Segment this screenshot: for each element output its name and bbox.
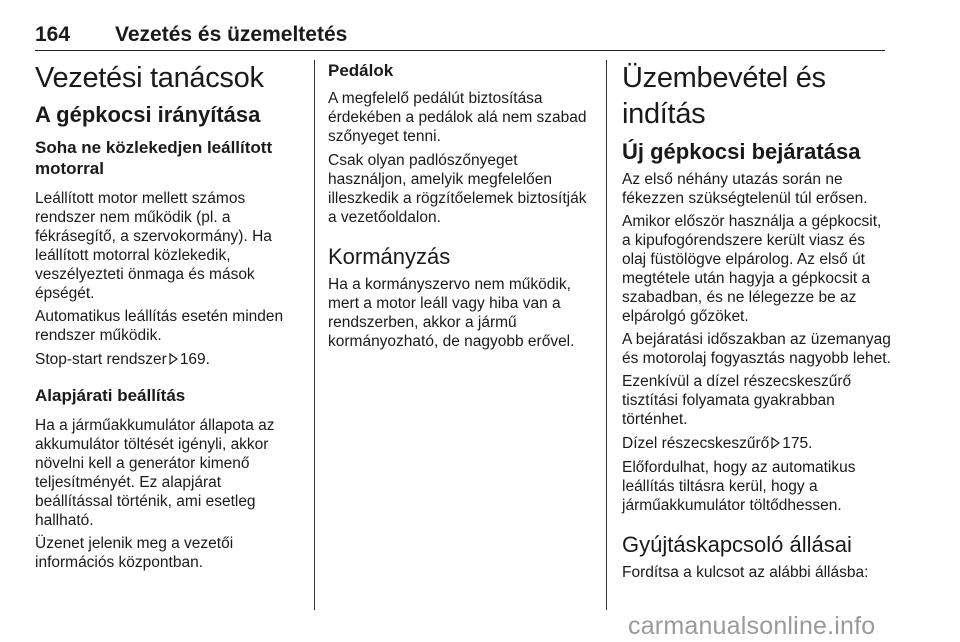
stop-start-text: Stop-start rendszer [35, 351, 167, 368]
column-3 [622, 60, 892, 582]
column-divider-2 [606, 60, 607, 610]
page-header [35, 22, 885, 51]
running-title: Vezetés és üzemeltetés [115, 23, 348, 46]
heading-engine-off: Soha ne közlekedjen leállított motorral [35, 138, 273, 178]
heading-pedals: Pedálok [328, 61, 394, 80]
page-ref-arrow-icon [771, 434, 780, 453]
page-number: 164 [35, 23, 71, 46]
page-ref-arrow-icon [169, 350, 178, 369]
paragraph-autostop: Automatikus leállítás esetén minden rendszer működik. [35, 308, 284, 344]
paragraph-turn-key: Fordítsa a kulcsot az alábbi állásba: [622, 564, 869, 581]
paragraph-floor-mats: Csak olyan padlószőnyeget használjon, amelyik megfelelően illeszkedik a rögzítőelemek biztosítják a vezetőoldalon. [328, 152, 587, 226]
heading-ignition-positions: Gyújtáskapcsoló állásai [622, 532, 852, 557]
heading-idle-adjust: Alapjárati beállítás [35, 386, 186, 405]
paragraph-first-use: Amikor először használja a gépkocsit, a kipufogórendszere került viasz és olaj füstölögve elpárolog. Az első út megtétele után hagyja a gépkocsit a szabadban, és ne lélegezze be az elpárolgó gőzöket. [622, 213, 882, 325]
dpf-text: Dízel részecskeszűrő [622, 435, 770, 452]
stop-start-page-ref[interactable]: 169. [179, 351, 210, 368]
paragraph-consumption: A bejáratási időszakban az üzemanyag és motorolaj fogyasztás nagyobb lehet. [622, 331, 891, 367]
paragraph-message: Üzenet jelenik meg a vezetői információs központban. [35, 535, 234, 571]
column-2 [328, 60, 596, 351]
paragraph-engine-off: Leállított motor mellett számos rendszer nem működik (pl. a fékrásegítő, a szervokormány). Ha leállított motorral közlekedik, veszélyezteti önmaga és mások épségét. [35, 190, 272, 302]
section-title-driving-tips: Vezetési tanácsok [35, 62, 264, 94]
watermark: carmanualsonline.info [628, 612, 876, 640]
column-1 [35, 60, 300, 572]
paragraph-pedals: A megfelelő pedálút biztosítása érdekében a pedálok alá nem szabad szőnyeget tenni. [328, 90, 587, 145]
subsection-title-break-in: Új gépkocsi bejáratása [622, 139, 861, 164]
paragraph-dpf-cleaning: Ezenkívül a dízel részecskeszűrő tisztítási folyamata gyakrabban történhet. [622, 373, 852, 428]
paragraph-idle-adjust: Ha a járműakkumulátor állapota az akkumulátor töltését igényli, akkor növelni kell a generátor kimenő teljesítményét. Ez alapjárat beállítással történik, ami esetleg hallható. [35, 417, 275, 529]
paragraph-dpf-ref [622, 434, 892, 453]
section-title-startup: Üzembevétel és indítás [622, 62, 826, 130]
heading-steering: Kormányzás [328, 244, 451, 269]
dpf-page-ref[interactable]: 175. [782, 435, 813, 452]
subsection-title-vehicle-control: A gépkocsi irányítása [35, 102, 261, 127]
paragraph-first-trips: Az első néhány utazás során ne fékezzen szükségtelenül túl erősen. [622, 171, 868, 207]
paragraph-autostop-disabled: Előfordulhat, hogy az automatikus leállítás tiltásra kerül, hogy a járműakkumulátor töltődhessen. [622, 459, 856, 514]
paragraph-stop-start [35, 350, 300, 369]
column-divider-1 [314, 60, 315, 610]
paragraph-steering: Ha a kormányszervo nem működik, mert a motor leáll vagy hiba van a rendszerben, akkor a jármű kormányozható, de nagyobb erővel. [328, 276, 575, 350]
